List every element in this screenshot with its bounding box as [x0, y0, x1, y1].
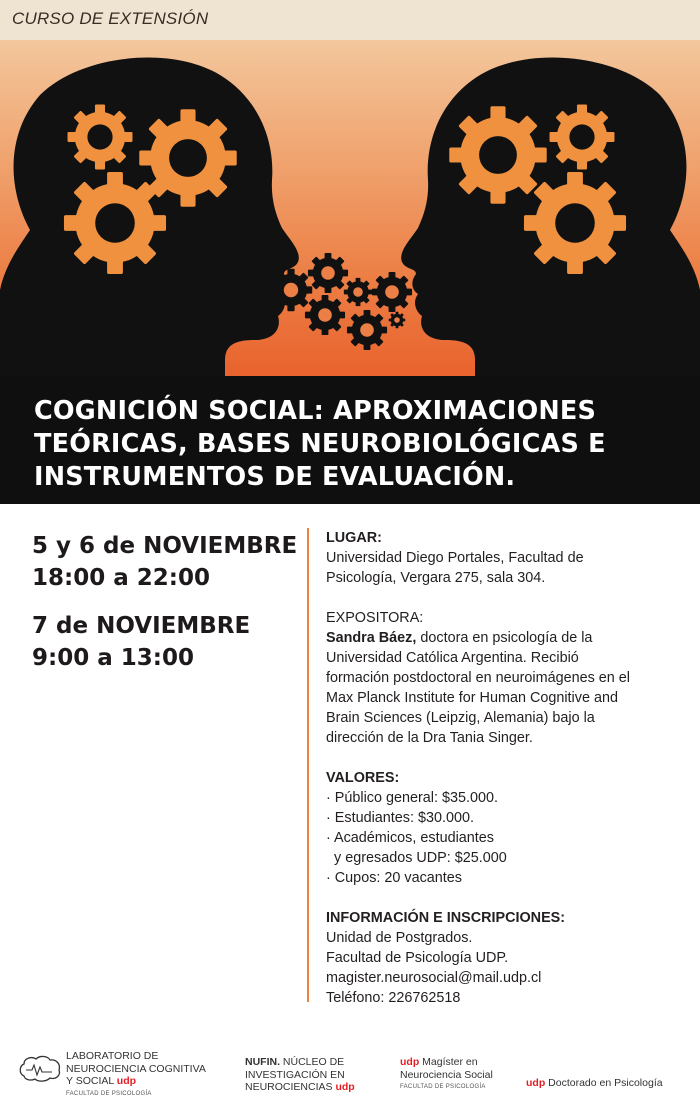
- gear-icon: [347, 310, 387, 350]
- nufin-udp-mark: udp: [335, 1081, 355, 1093]
- valores-item: · Cupos: 20 vacantes: [326, 870, 462, 886]
- valores-heading: VALORES:: [326, 770, 400, 786]
- lugar-line-2: Psicología, Vergara 275, sala 304.: [326, 570, 546, 586]
- course-title-line-3: INSTRUMENTOS DE EVALUACIÓN.: [34, 462, 516, 492]
- doc-udp-mark: udp: [526, 1077, 546, 1089]
- lab-udp-mark: udp: [116, 1075, 137, 1087]
- footer-logos: [0, 1040, 700, 1097]
- lugar-section: [326, 528, 696, 588]
- gear-icon: [372, 272, 412, 312]
- gear-icon: [389, 312, 406, 329]
- valores-item: · Estudiantes: $30.000.: [326, 810, 475, 826]
- expositora-line-1: [326, 628, 696, 648]
- course-type-label: CURSO DE EXTENSIÓN: [12, 9, 209, 28]
- valores-section: [326, 768, 696, 888]
- lab-line-1: LABORATORIO DE: [66, 1050, 159, 1062]
- session-2-time: 9:00 a 13:00: [32, 645, 194, 671]
- session-2-dates: 7 de NOVIEMBRE: [32, 613, 251, 639]
- informacion-section: [326, 908, 696, 1008]
- gear-icon: [550, 105, 615, 170]
- lab-faculty: FACULTAD DE PSICOLOGÍA: [66, 1090, 152, 1097]
- informacion-line-1: Unidad de Postgrados.: [326, 930, 473, 946]
- magister-logo: [400, 1056, 493, 1094]
- contact-phone: Teléfono: 226762518: [326, 990, 461, 1006]
- doc-text: Doctorado en Psicología: [545, 1077, 663, 1089]
- top-strip: [0, 0, 700, 40]
- expositora-line-3: formación postdoctoral en neuroimágenes en el: [326, 670, 630, 686]
- details: [326, 528, 696, 1028]
- valores-item: · Público general: $35.000.: [326, 790, 499, 806]
- expositora-section: [326, 608, 696, 748]
- nufin-logo: [245, 1056, 355, 1094]
- lab-line-3: Y SOCIAL: [66, 1075, 114, 1087]
- nufin-line-3: NEUROCIENCIAS: [245, 1081, 333, 1093]
- schedule: [32, 530, 302, 674]
- nufin-bold: NUFIN.: [245, 1056, 280, 1068]
- hero-illustration: [0, 40, 700, 376]
- nufin-line-1: NÚCLEO DE: [280, 1056, 345, 1068]
- gear-icon: [449, 106, 546, 203]
- lugar-line-1: Universidad Diego Portales, Facultad de: [326, 550, 584, 566]
- gear-icon: [68, 105, 133, 170]
- gear-icon: [524, 172, 626, 274]
- expositora-line-2: Universidad Católica Argentina. Recibió: [326, 650, 579, 666]
- nufin-line-2: INVESTIGACIÓN EN: [245, 1068, 345, 1081]
- mag-faculty: FACULTAD DE PSICOLOGÍA: [400, 1084, 486, 1090]
- valores-item: y egresados UDP: $25.000: [326, 850, 507, 866]
- course-title-line-1: COGNICIÓN SOCIAL: APROXIMACIONES: [34, 396, 597, 426]
- informacion-heading: INFORMACIÓN E INSCRIPCIONES:: [326, 910, 566, 926]
- mag-udp-mark: udp: [400, 1056, 420, 1068]
- expositora-heading: EXPOSITORA:: [326, 610, 424, 626]
- expositora-line-4: Max Planck Institute for Human Cognitive and: [326, 690, 618, 706]
- mag-line-2: Neurociencia Social: [400, 1068, 493, 1081]
- course-title-line-2: TEÓRICAS, BASES NEUROBIOLÓGICAS E: [34, 429, 606, 459]
- lab-line-2: NEUROCIENCIA COGNITIVA: [66, 1062, 206, 1075]
- gear-icon: [344, 278, 372, 306]
- gear-icon: [270, 269, 312, 311]
- doctorado-logo: [526, 1077, 663, 1089]
- title-band: [0, 376, 700, 504]
- gear-icon: [308, 253, 348, 293]
- informacion-line-2: Facultad de Psicología UDP.: [326, 950, 509, 966]
- expositora-name: Sandra Báez,: [326, 630, 417, 646]
- contact-email[interactable]: magister.neurosocial@mail.udp.cl: [326, 970, 542, 986]
- gear-icon: [305, 295, 345, 335]
- column-divider: [307, 528, 309, 1002]
- lugar-heading: LUGAR:: [326, 530, 382, 546]
- brain-icon: [18, 1054, 62, 1084]
- expositora-line-6: dirección de la Dra Tania Singer.: [326, 730, 533, 746]
- session-1-time: 18:00 a 22:00: [32, 565, 210, 591]
- valores-item: · Académicos, estudiantes: [326, 830, 494, 846]
- expositora-line-1-rest: doctora en psicología de la: [416, 630, 593, 646]
- mag-line-1: Magíster en: [419, 1056, 478, 1068]
- gear-icon: [64, 172, 166, 274]
- expositora-line-5: Brain Sciences (Leipzig, Alemania) bajo la: [326, 710, 595, 726]
- session-1-dates: 5 y 6 de NOVIEMBRE: [32, 533, 298, 559]
